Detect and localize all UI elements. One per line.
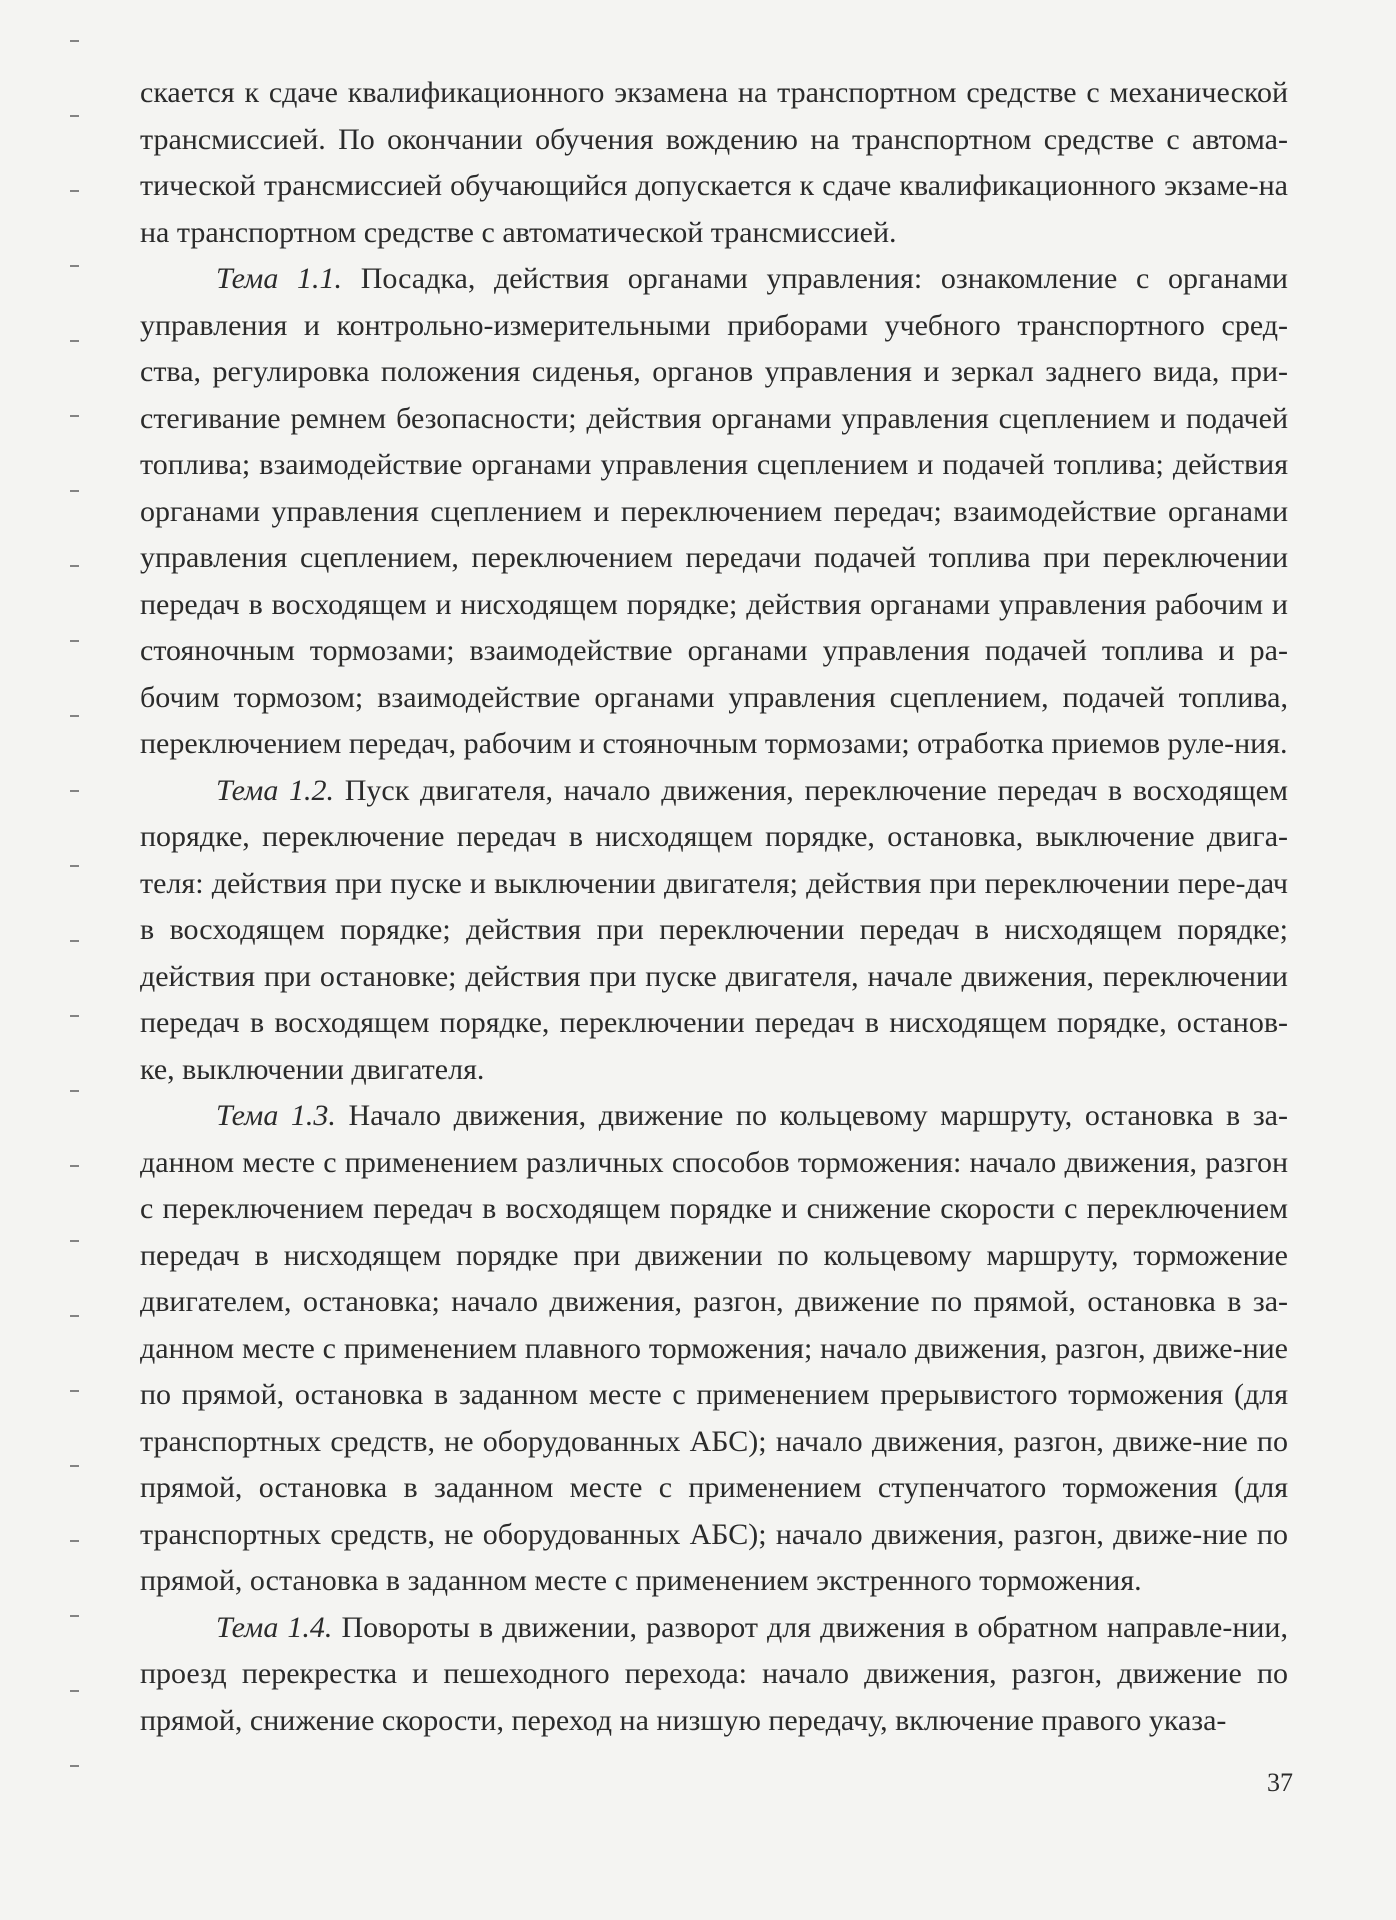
margin-mark (70, 340, 79, 342)
margin-mark (70, 265, 79, 267)
paragraph-tema-1-4 (140, 1605, 1288, 1745)
body-text (140, 70, 1288, 1744)
margin-mark (70, 1015, 79, 1017)
margin-mark (70, 1540, 79, 1542)
paragraph-text: Начало движения, движение по кольцевому маршруту, остановка в за-данном месте с применением различных способов торможения: начало движения, разгон с переключением передач в восходящем порядке и снижение скорости с переключением передач в нисходящем порядке при движении по кольцевому маршруту, торможение двигателем, остановка; начало движения, разгон, движение по прямой, остановка в за-данном месте с применением плавного торможения; начало движения, разгон, движе-ние по прямой, остановка в заданном месте с применением прерывистого торможения (для транспортных средств, не оборудованных АБС); начало движения, разгон, движе-ние по прямой, остановка в заданном месте с применением ступенчатого торможения (для транспортных средств, не оборудованных АБС); начало движения, разгон, движе-ние по прямой, остановка в заданном месте с применением экстренного торможения. (140, 1099, 1288, 1597)
topic-label: Тема 1.1. (216, 262, 343, 295)
margin-mark (70, 940, 79, 942)
margin-mark (70, 190, 79, 192)
margin-mark (70, 1390, 79, 1392)
margin-marks (70, 40, 90, 1860)
margin-mark (70, 640, 79, 642)
topic-label: Тема 1.2. (216, 773, 335, 807)
paragraph-tema-1-2 (140, 768, 1288, 1094)
margin-mark (70, 40, 79, 42)
paragraph-text: Посадка, действия органами управления: ознакомление с органами управления и контрольно-измерительными приборами учебного транспортного сред-ства, регулировка положения сиденья, органов управления и зеркал заднего вида, при-стегивание ремнем безопасности; действия органами управления сцеплением и подачей топлива; взаимодействие органами управления сцеплением и подачей топлива; действия органами управления сцеплением и переключением передач; взаимодействие органами управления сцеплением, переключением передачи подачей топлива при переключении передач в восходящем и нисходящем порядке; действия органами управления рабочим и стояночным тормозами; взаимодействие органами управления подачей топлива и ра-бочим тормозом; взаимодействие органами управления сцеплением, подачей топлива, переключением передач, рабочим и стояночным тормозами; отработка приемов руле-ния. (140, 262, 1288, 760)
margin-mark (70, 1690, 79, 1692)
topic-label: Тема 1.4. (216, 1610, 333, 1644)
margin-mark (70, 715, 79, 717)
margin-mark (70, 1615, 79, 1617)
margin-mark (70, 1465, 79, 1467)
paragraph-intro (140, 70, 1288, 256)
margin-mark (70, 115, 79, 117)
margin-mark (70, 490, 79, 492)
topic-label: Тема 1.3. (216, 1099, 336, 1132)
paragraph-text: Повороты в движении, разворот для движения в обратном направле-нии, проезд перекрестка и пешеходного перехода: начало движения, разгон, движение по прямой, снижение скорости, переход на низшую передачу, включение правого указа- (140, 1610, 1288, 1737)
margin-mark (70, 1165, 79, 1167)
page-number: 37 (1267, 1768, 1293, 1797)
margin-mark (70, 790, 79, 792)
paragraph-text: скается к сдаче квалификационного экзамена на транспортном средстве с механической трансмиссией. По окончании обучения вождению на транспортном средстве с автома-тической трансмиссией обучающийся допускается к сдаче квалификационного экзаме-на на транспортном средстве с автоматической трансмиссией. (140, 76, 1288, 249)
paragraph-tema-1-1 (140, 256, 1288, 768)
margin-mark (70, 865, 79, 867)
margin-mark (70, 415, 79, 417)
margin-mark (70, 1240, 79, 1242)
margin-mark (70, 1765, 79, 1767)
margin-mark (70, 1090, 79, 1092)
paragraph-text: Пуск двигателя, начало движения, переключение передач в восходящем порядке, переключение передач в нисходящем порядке, остановка, выключение двига-теля: действия при пуске и выключении двигателя; действия при переключении пере-дач в восходящем порядке; действия при переключении передач в нисходящем порядке; действия при остановке; действия при пуске двигателя, начале движения, переключении передач в восходящем порядке, переключении передач в нисходящем порядке, останов-ке, выключении двигателя. (140, 773, 1288, 1086)
margin-mark (70, 565, 79, 567)
margin-mark (70, 1315, 79, 1317)
paragraph-tema-1-3 (140, 1093, 1288, 1605)
